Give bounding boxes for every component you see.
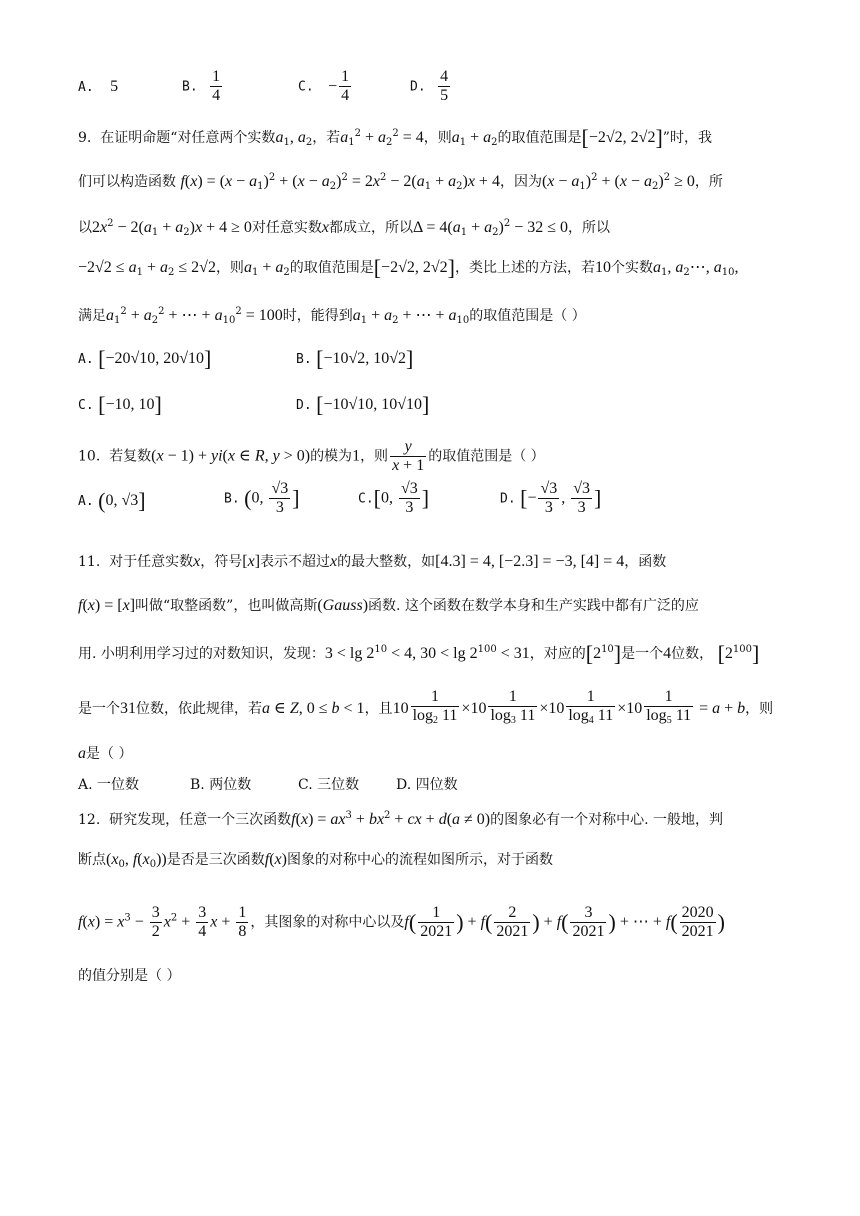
fraction: $\frac{1}{\log_4 11}$: [568, 688, 614, 726]
q11-line-2: f(x) = [x]叫做“取整函数”，也叫做高斯(Gauss)函数. 这个函数在数学本身和生产实践中都有广泛的应: [78, 597, 699, 614]
q11-line-5: a是（ ）: [78, 745, 133, 762]
q10-option-d[interactable]: D. [− $\frac{√3}{3}$ , $\frac{√3}{3}$ ]: [500, 480, 602, 516]
fraction: $\frac{y}{x + 1}$: [392, 438, 425, 474]
q9-line-3: 以$2x^2 - 2(a_1 + a_2)x + 4 \ge 0$对任意实数x都成立，所以$\Delta = 4(a_1 + a_2)^2 - 32 \le 0$，所以: [78, 218, 611, 238]
q12-line-3: $f(x) = x^3$ − $\frac{3}{2}$ $x^2$ + $\frac{3}{4}$ x + $\frac{1}{8}$ ，其图象的对称中心以及f( $\frac{1}{2021}$ ) + f( $\frac{2}{2021}$ ) + f( $\frac{3}{2021}$ ) + ⋯ + f( $\frac{2020}{2021}$ ): [78, 904, 725, 940]
fraction: $\frac{3}{4}$: [198, 904, 207, 940]
q12-line-4: 的值分别是（ ）: [78, 968, 181, 984]
q12-line-1: 12. 研究发现，任意一个三次函数$f(x) = ax^3 + bx^2$ + cx + d(a ≠ 0)的图象必有一个对称中心. 一般地，判: [78, 810, 724, 828]
fraction: $\frac{3}{2021}$: [572, 904, 605, 940]
q9-line-5: 满足$a_1^2 + a_2^2$ + ⋯ + $a_{10}^2 = 100$时，能得到$a_1 + a_2$ + ⋯ + $a_{10}$的取值范围是（ ）: [78, 306, 586, 326]
fraction: $\frac{√3}{3}$: [400, 480, 418, 516]
fraction: $\frac{2}{2021}$: [496, 904, 529, 940]
fraction: $\frac{1}{8}$: [238, 904, 247, 940]
q8-option-b[interactable]: B. $\frac{1}{4}$: [182, 68, 221, 104]
fraction: $\frac{1}{\log_5 11}$: [646, 688, 692, 726]
q10-line-1: 10. 若复数(x − 1) + yi(x ∈ R, y > 0)的模为1，则 $\frac{y}{x + 1}$ 的取值范围是（ ）: [78, 438, 545, 474]
q9-option-b[interactable]: B. [−10√2, 10√2]: [296, 346, 414, 371]
fraction: $\frac{1}{\log_3 11}$: [490, 688, 536, 726]
q11-line-4: 是一个31位数，依此规律，若a ∈ Z, 0 ≤ b < 1，且10 $\frac{1}{\log_2 11}$ ×10 $\frac{1}{\log_3 11}$ ×10 $\frac{1}{\log_4 11}$ ×10 $\frac{1}{\log_5 11}$ = a + b，则: [78, 688, 790, 730]
q9-line-2: 们可以构造函数 $f(x) = (x - a_1)^2 + (x - a_2)^2 = 2x^2 - 2(a_1 + a_2)x + 4$，因为$(x - a_1)^2 + (x - a_2)^2 \ge 0$，所: [78, 172, 723, 192]
q8-option-a[interactable]: A. 5: [78, 78, 119, 95]
q9-option-c[interactable]: C. [−10, 10]: [78, 392, 162, 417]
q9-line-4: $-2√2 \le a_1 + a_2 \le 2√2$，则$a_1 + a_2$的取值范围是[−2√2, 2√2]，类比上述的方法，若10个实数$a_1$, $a_2\cdots$, $a_{10}$,: [78, 255, 739, 280]
fraction: $\frac{1}{4}$: [341, 68, 350, 104]
q9-option-a[interactable]: A. [−20√10, 20√10]: [78, 346, 212, 371]
fraction: $\frac{√3}{3}$: [573, 480, 591, 516]
q10-option-c[interactable]: C.[0, $\frac{√3}{3}$ ]: [358, 480, 430, 516]
fraction: $\frac{1}{\log_2 11}$: [412, 688, 458, 726]
fraction: $\frac{1}{4}$: [212, 68, 221, 104]
fraction: $\frac{3}{2}$: [151, 904, 160, 940]
q11-line-3: 用. 小明利用学习过的对数知识，发现：$3 < \lg 2^{10} < 4$, $30 < \lg 2^{100} < 31$，对应的$[2^{10}]$是一个4位数， $[2^{100}]$: [78, 641, 760, 666]
fraction: $\frac{√3}{3}$: [540, 480, 558, 516]
fraction: $\frac{2020}{2021}$: [681, 904, 714, 940]
q9-option-d[interactable]: D. [−10√10, 10√10]: [296, 392, 430, 417]
q11-line-1: 11. 对于任意实数x，符号[x]表示不超过x的最大整数，如[4.3] = 4, [−2.3] = −3, [4] = 4，函数: [78, 553, 667, 570]
q10-option-a[interactable]: A. (0, √3]: [78, 488, 146, 513]
q8-option-c[interactable]: C. − $\frac{1}{4}$: [298, 68, 350, 104]
q10-option-b[interactable]: B. (0, $\frac{√3}{3}$ ]: [224, 480, 300, 516]
fraction: $\frac{1}{2021}$: [420, 904, 453, 940]
q11-option-c[interactable]: C. 三位数: [298, 777, 360, 793]
q12-line-2: 断点($x_0$, $f(x_0)$)是否是三次函数f(x)图象的对称中心的流程如图所示，对于函数: [78, 851, 553, 870]
q8-option-d[interactable]: D. $\frac{4}{5}$: [410, 68, 449, 104]
q11-option-a[interactable]: A. 一位数: [78, 777, 140, 793]
q9-line-1: 9. 在证明命题“对任意两个实数$a_1$, $a_2$，若$a_1^2 + a_2^2 = 4$，则$a_1 + a_2$的取值范围是[−2√2, 2√2]”时，我: [78, 125, 712, 150]
q11-option-d[interactable]: D. 四位数: [396, 777, 458, 793]
fraction: $\frac{√3}{3}$: [271, 480, 289, 516]
fraction: $\frac{4}{5}$: [440, 68, 449, 104]
q11-option-b[interactable]: B. 两位数: [190, 777, 252, 793]
